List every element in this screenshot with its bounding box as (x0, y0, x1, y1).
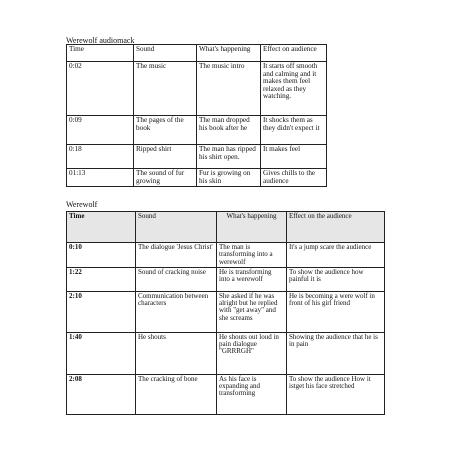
audiomack-table (66, 44, 327, 187)
time-cell: 0:09 (67, 116, 134, 145)
effect-cell: It makes feel (261, 145, 327, 169)
table-header-row (67, 45, 327, 62)
effect-cell: Gives chills to the audience (261, 169, 327, 187)
table-header-row (67, 212, 385, 243)
werewolf-table (66, 211, 385, 415)
effect-cell: It starts off smooth and calming and it makes them feel relaxed as they watching. (261, 62, 327, 116)
sound-cell: The pages of the book (134, 116, 197, 145)
sound-cell: Sound of cracking noise (136, 267, 217, 291)
effect-cell: Showing the audience that he is in pain (287, 332, 385, 374)
happening-cell: He shouts out loud in pain dialogue "GRRRGH" (217, 332, 287, 374)
time-cell: 2:10 (67, 291, 136, 332)
happening-cell: The man is transforming into a werewolf (217, 243, 287, 268)
time-cell: 1:22 (67, 267, 136, 291)
time-cell: 0:18 (67, 145, 134, 169)
header-cell: Sound (136, 212, 217, 243)
sound-cell: Communication between characters (136, 291, 217, 332)
sound-cell: The sound of fur growing (134, 169, 197, 187)
effect-cell: It's a jump scare the audience (287, 243, 385, 268)
header-cell: Sound (134, 45, 197, 62)
header-cell: Effect on audience (261, 45, 327, 62)
happening-cell: The man has ripped his shirt open. (197, 145, 261, 169)
table1-title: Werewolf audiomack (66, 36, 135, 45)
table-row (67, 332, 385, 374)
sound-cell: Ripped shirt (134, 145, 197, 169)
header-cell: What's happening (217, 212, 287, 243)
table-row (67, 145, 327, 169)
table-row (67, 62, 327, 116)
happening-cell: He is transforming into a werewolf (217, 267, 287, 291)
happening-cell: The music intro (197, 62, 261, 116)
time-cell: 0:02 (67, 62, 134, 116)
effect-cell: To show the audience How it istget his face stretched (287, 374, 385, 414)
header-cell: What's happening (197, 45, 261, 62)
table2-title: Werewolf (66, 200, 98, 209)
sound-cell: The music (134, 62, 197, 116)
effect-cell: He is becoming a were wolf in front of his girl friend (287, 291, 385, 332)
happening-cell: The man dropped his book after he (197, 116, 261, 145)
time-cell: 2:08 (67, 374, 136, 414)
sound-cell: The dialogue 'Jesus Christ' (136, 243, 217, 268)
sound-cell: The cracking of bone (136, 374, 217, 414)
happening-cell: She asked if he was alright but he replied with "get away" and she screams (217, 291, 287, 332)
header-cell: Time (67, 45, 134, 62)
happening-cell: As his face is expanding and transforming (217, 374, 287, 414)
table-row (67, 116, 327, 145)
effect-cell: It shocks them as they didn't expect it (261, 116, 327, 145)
sound-cell: He shouts (136, 332, 217, 374)
header-cell: Time (67, 212, 136, 243)
table-row (67, 243, 385, 268)
time-cell: 1:40 (67, 332, 136, 374)
table-row (67, 267, 385, 291)
table-row (67, 169, 327, 187)
time-cell: 01:13 (67, 169, 134, 187)
table-row (67, 291, 385, 332)
effect-cell: To show the audience how painful it is (287, 267, 385, 291)
table-row (67, 374, 385, 414)
time-cell: 0:10 (67, 243, 136, 268)
header-cell: Effect on the audience (287, 212, 385, 243)
happening-cell: Fur is growing on his skin (197, 169, 261, 187)
